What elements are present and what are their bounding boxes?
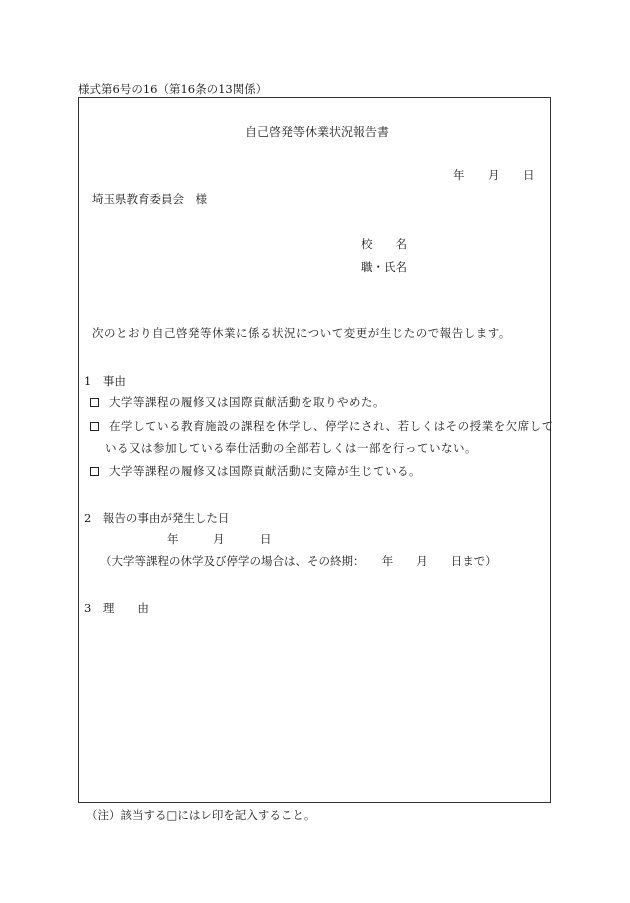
date-month-label: 月 [488,168,500,182]
date-day-label: 日 [523,168,535,182]
section1-heading: 1 事由 [84,374,126,388]
section3-heading: 3 理 由 [84,601,149,615]
position-name-label: 職・氏名 [361,260,407,274]
checkbox[interactable] [90,467,99,476]
occurrence-year-label: 年 [167,532,179,546]
suspension-note: （大学等課程の休学及び停学の場合は、その終期： 年 月 日まで） [100,554,497,568]
reason-item-text: 大学等課程の履修又は国際貢献活動に支障が生じている。 [109,464,421,478]
reason-item-text: 大学等課程の履修又は国際貢献活動を取りやめた。 [109,395,385,409]
intro-text: 次のとおり自己啓発等休業に係る状況について変更が生じたので報告します。 [92,326,511,340]
reason-item-1 [90,394,385,410]
reason-item-2-continued: いる又は参加している奉仕活動の全部若しくは一部を行っていない。 [105,441,477,455]
date-year-label: 年 [453,168,465,182]
addressee: 埼玉県教育委員会 様 [92,192,207,206]
occurrence-day-label: 日 [260,532,272,546]
form-title: 自己啓発等休業状況報告書 [245,125,390,139]
reason-item-3 [90,463,421,479]
section2-heading: 2 報告の事由が発生した日 [84,511,230,525]
checkbox[interactable] [90,422,99,431]
checkbox[interactable] [90,398,99,407]
school-name-label: 校 名 [361,237,407,251]
footnote: （注）該当する□にはレ印を記入すること。 [86,808,316,822]
reason-item-2 [90,418,554,434]
occurrence-month-label: 月 [213,532,225,546]
reason-item-text: 在学している教育施設の課程を休学し、停学にされ、若しくはその授業を欠席して [109,419,554,433]
form-number: 様式第6号の16（第16条の13関係） [78,82,268,96]
